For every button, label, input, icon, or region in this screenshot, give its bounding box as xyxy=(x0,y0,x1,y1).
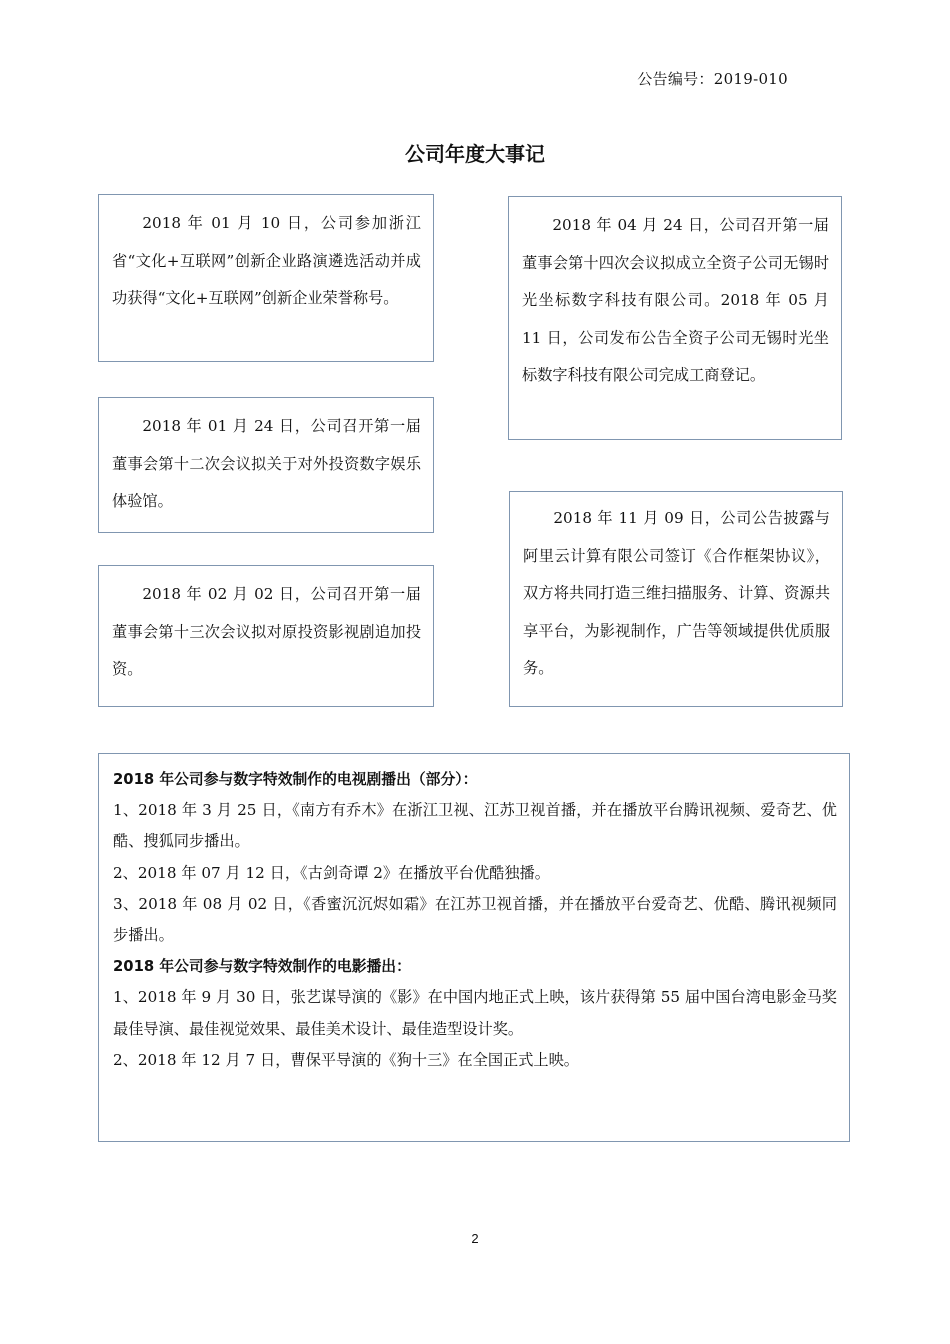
film-heading: 2018 年公司参与数字特效制作的电影播出： xyxy=(113,958,411,976)
film-item: 1、2018 年 9 月 30 日，张艺谋导演的《影》在中国内地正式上映，该片获得第 55 届中国台湾电影金马奖最佳导演、最佳视觉效果、最佳美术设计、最佳造型设计奖。 xyxy=(113,988,837,1038)
tv-heading: 2018 年公司参与数字特效制作的电视剧播出（部分）： xyxy=(113,771,478,788)
event-box-0124: 2018 年 01 月 24 日，公司召开第一届董事会第十二次会议拟关于对外投资数字娱乐体验馆。 xyxy=(98,397,434,533)
page-number: 2 xyxy=(471,1231,479,1246)
event-box-0424: 2018 年 04 月 24 日，公司召开第一届董事会第十四次会议拟成立全资子公司无锡时光坐标数字科技有限公司。2018 年 05 月 11 日，公司发布公告全资子公司无锡时光坐标数字科技有限公司完成工商登记。 xyxy=(508,196,842,440)
event-box-0110: 2018 年 01 月 10 日，公司参加浙江省“文化+互联网”创新企业路演遴选活动并成 功获得“文化+互联网”创新企业荣誉称号。 xyxy=(98,194,434,362)
productions-box xyxy=(98,753,850,1142)
tv-item: 3、2018 年 08 月 02 日，《香蜜沉沉烬如霜》在江苏卫视首播，并在播放平台爱奇艺、优酷、腾讯视频同步播出。 xyxy=(113,894,837,945)
tv-item: 1、2018 年 3 月 25 日，《南方有乔木》在浙江卫视、江苏卫视首播，并在播放平台腾讯视频、爱奇艺、优酷、搜狐同步播出。 xyxy=(113,801,837,851)
page-title: 公司年度大事记 xyxy=(405,142,545,166)
event-box-0202: 2018 年 02 月 02 日，公司召开第一届董事会第十三次会议拟对原投资影视剧追加投资。 xyxy=(98,565,434,707)
film-item: 2、2018 年 12 月 7 日，曹保平导演的《狗十三》在全国正式上映。 xyxy=(113,1050,579,1069)
tv-item: 2、2018 年 07 月 12 日，《古剑奇谭 2》在播放平台优酷独播。 xyxy=(113,863,550,882)
event-box-1109: 2018 年 11 月 09 日，公司公告披露与阿里云计算有限公司签订《合作框架协议》，双方将共同打造三维扫描服务、计算、资源共享平台，为影视制作，广告等领域提供优质服务。 xyxy=(509,491,843,707)
notice-number: 公告编号：2019-010 xyxy=(637,70,788,88)
